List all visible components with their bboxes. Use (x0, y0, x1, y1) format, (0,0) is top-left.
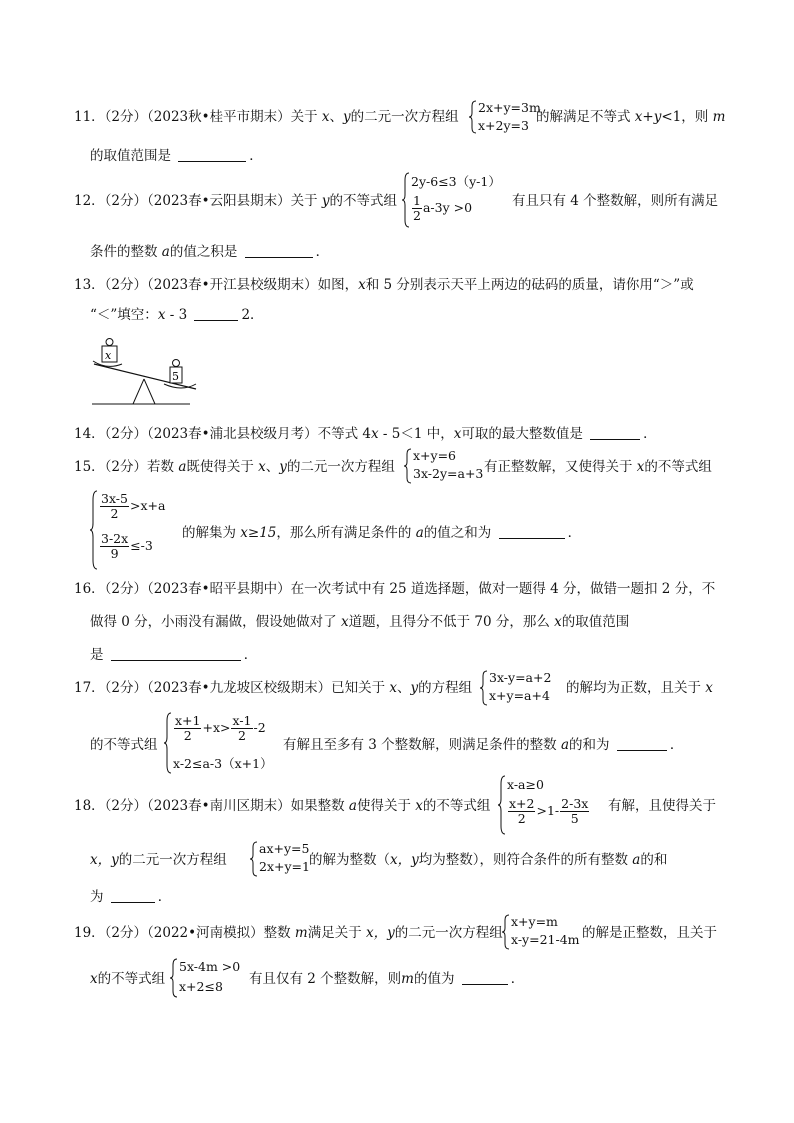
question-14-line: 14．（2分）（2023春•浦北县校级月考）不等式 4x - 5＜1 中，x可取的最大整数值是 ． (74, 426, 657, 442)
q15-ineq2: $\frac{3-2x}{9}$ ≤-3 (101, 531, 153, 561)
q15-answer-blank[interactable] (499, 524, 565, 539)
question-18-line-1: 18．（2分）（2023春•南川区期末）如果整数 a使得关于 x的不等式组 (74, 798, 491, 814)
q12-eq1: 2y-6≤3（y-1） (411, 174, 501, 189)
q19-ineq1: 5x-4m >0 (179, 959, 241, 974)
q12-answer-blank[interactable] (245, 243, 313, 258)
q19-eq1: x+y=m (511, 914, 558, 929)
q17-eq2: x+y=a+4 (489, 688, 550, 703)
q11-eq2: x+2y=3 (478, 118, 529, 133)
q17-answer-blank[interactable] (617, 736, 667, 751)
q11-answer-blank[interactable] (178, 147, 246, 162)
question-15-system-2 (90, 490, 182, 570)
q15-ineq1: $\frac{3x-5}{2}$ >x+a (101, 491, 166, 521)
question-17-system-1 (480, 670, 570, 706)
weight-x-label: x (105, 349, 112, 362)
question-17-line-1: 17．（2分）（2023春•九龙坡区校级期末）已知关于 x、y的方程组 (74, 680, 473, 696)
question-13-line-1: 13．（2分）（2023春•开江县校级期末）如图，x和 5 分别表示天平上两边的砝码的质量，请你用“＞”或 (74, 277, 694, 293)
question-16-line-3: 是 ． (90, 647, 258, 663)
q18-ineq1: x-a≥0 (507, 777, 544, 792)
question-12-line-1-tail: 有且只有 4 个整数解，则所有满足 (512, 193, 719, 209)
q12-eq2: $\frac{1}{2}$ a-3y >0 (413, 193, 473, 223)
question-15-line-1-tail: 有正整数解，又使得关于 x的不等式组 (484, 459, 712, 475)
question-11-line-2: 的取值范围是 ． (90, 148, 263, 164)
q19-eq2: x-y=21-4m (511, 932, 580, 947)
question-18-line-1-tail: 有解，且使得关于 (608, 798, 716, 814)
question-17-line-1-tail: 的解均为正数，且关于 x (566, 680, 713, 696)
question-11-line-1-tail: 的解满足不等式 x+y<1，则 m (536, 109, 726, 125)
weight-5-label: 5 (172, 370, 179, 383)
question-17-line-2: 有解且至多有 3 个整数解，则满足条件的整数 a的和为 ． (283, 737, 684, 753)
q19-ineq2: x+2≤8 (179, 979, 223, 994)
question-11-line-1: 11．（2分）（2023秋•桂平市期末）关于 x、y的二元一次方程组 (74, 109, 459, 125)
q14-answer-blank[interactable] (590, 425, 640, 440)
question-19-line-2-lead: x的不等式组 (90, 971, 166, 987)
q19-answer-blank[interactable] (462, 970, 508, 985)
question-13-line-2: “＜”填空：x - 3 2． (90, 307, 264, 323)
q18-ineq2: $\frac{x+2}{2}$ >1- $\frac{2-3x}{5}$ (509, 796, 589, 826)
question-18-system-2 (250, 841, 316, 877)
question-17-line-2-lead: 的不等式组 (90, 737, 158, 753)
q18-eq1: ax+y=5 (259, 841, 310, 856)
question-19-line-1-tail: 的解是正整数，且关于 (582, 925, 717, 941)
question-12-system (402, 172, 512, 228)
balance-scale-figure (92, 334, 202, 408)
q11-eq1: 2x+y=3m (478, 100, 541, 115)
question-19-system-2 (170, 958, 250, 998)
question-15-system-1 (404, 448, 488, 484)
question-19-line-2: 有且仅有 2 个整数解，则m的值为 ． (249, 971, 525, 987)
q18-answer-blank[interactable] (111, 888, 155, 903)
question-18-line-3: 为 ． (90, 889, 172, 905)
question-18-line-2-tail: 的解为整数（x，y均为整数），则符合条件的所有整数 a的和 (309, 852, 668, 868)
question-12-line-2: 条件的整数 a的值之积是 ． (90, 244, 330, 260)
q13-answer-blank[interactable] (194, 306, 238, 321)
question-16-line-1: 16．（2分）（2023春•昭平县期中）在一次考试中有 25 道选择题，做对一题得 4 分，做错一题扣 2 分，不 (74, 581, 716, 597)
q17-ineq2: x-2≤a-3（x+1） (173, 756, 273, 771)
question-19-system-1 (502, 914, 586, 950)
question-19-line-1: 19．（2分）（2022•河南模拟）整数 m满足关于 x，y的二元一次方程组 (74, 925, 503, 941)
q15-eq1: x+y=6 (413, 448, 457, 463)
question-15-line-1: 15．（2分）若数 a既使得关于 x、y的二元一次方程组 (74, 459, 395, 475)
question-12-line-1: 12．（2分）（2023春•云阳县期末）关于 y的不等式组 (74, 193, 398, 209)
q17-eq1: 3x-y=a+2 (489, 670, 552, 685)
q18-eq2: 2x+y=1 (259, 859, 310, 874)
question-18-line-2: x，y的二元一次方程组 (90, 852, 227, 868)
question-18-system-1 (498, 775, 610, 835)
question-15-line-2: 的解集为 x≥15，那么所有满足条件的 a的值之和为 ． (182, 525, 582, 541)
q16-answer-blank[interactable] (111, 646, 241, 661)
question-17-system-2 (164, 712, 284, 774)
q17-ineq1: $\frac{x+1}{2}$ +x> $\frac{x-1}{2}$ -2 (175, 713, 266, 743)
q15-eq2: 3x-2y=a+3 (413, 466, 484, 481)
question-16-line-2: 做得 0 分，小雨没有漏做，假设她做对了 x道题，且得分不低于 70 分，那么 x的取值范围 (90, 614, 630, 630)
